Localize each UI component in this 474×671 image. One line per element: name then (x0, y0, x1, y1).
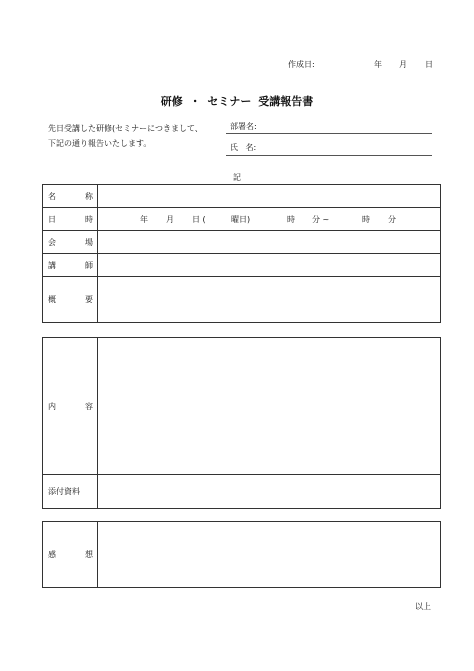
department-label: 部署名: (230, 122, 257, 131)
impressions-cell[interactable] (98, 522, 441, 588)
dt-year: 年 (140, 215, 148, 224)
intro-line-2: 下記の通り報告いたします。 (48, 139, 152, 148)
overview-label: 概 要 (43, 277, 98, 323)
venue-cell[interactable] (98, 231, 441, 254)
attachments-cell[interactable] (98, 475, 441, 509)
content-cell[interactable] (98, 338, 441, 475)
name-underline (226, 155, 432, 156)
content-label: 内 容 (43, 338, 98, 475)
impressions-label: 感 想 (43, 522, 98, 588)
lecturer-cell[interactable] (98, 254, 441, 277)
content-table (42, 337, 441, 509)
created-month-label: 月 (399, 60, 407, 69)
document-title: 研修 ・ セミナー 受講報告書 (160, 95, 314, 108)
attachments-label: 添付資料 (43, 475, 98, 509)
impressions-table (42, 521, 441, 588)
event-name-cell[interactable] (98, 185, 441, 208)
dt-day: 日 ( (192, 215, 206, 224)
lecturer-label: 講 師 (43, 254, 98, 277)
closing-mark: 以上 (415, 602, 431, 611)
name-label: 氏 名: (230, 143, 257, 152)
event-info-table (42, 184, 441, 323)
created-day-label: 日 (425, 60, 433, 69)
dt-minute-start: 分 ~ (312, 215, 330, 224)
dt-hour-end: 時 (362, 215, 370, 224)
created-date-label: 作成日: (288, 60, 315, 69)
intro-line-1: 先日受講した研修(セミナーにつきまして、 (48, 124, 203, 133)
created-year-label: 年 (374, 60, 382, 69)
ki-heading: 記 (233, 173, 241, 182)
dt-minute-end: 分 (388, 215, 396, 224)
overview-cell[interactable] (98, 277, 441, 323)
dt-weekday: 曜日) (231, 215, 251, 224)
dt-hour-start: 時 (287, 215, 295, 224)
department-underline (226, 133, 432, 134)
datetime-label: 日 時 (43, 208, 98, 231)
event-name-label: 名 称 (43, 185, 98, 208)
datetime-cell[interactable] (98, 208, 441, 231)
dt-month: 月 (166, 215, 174, 224)
venue-label: 会 場 (43, 231, 98, 254)
